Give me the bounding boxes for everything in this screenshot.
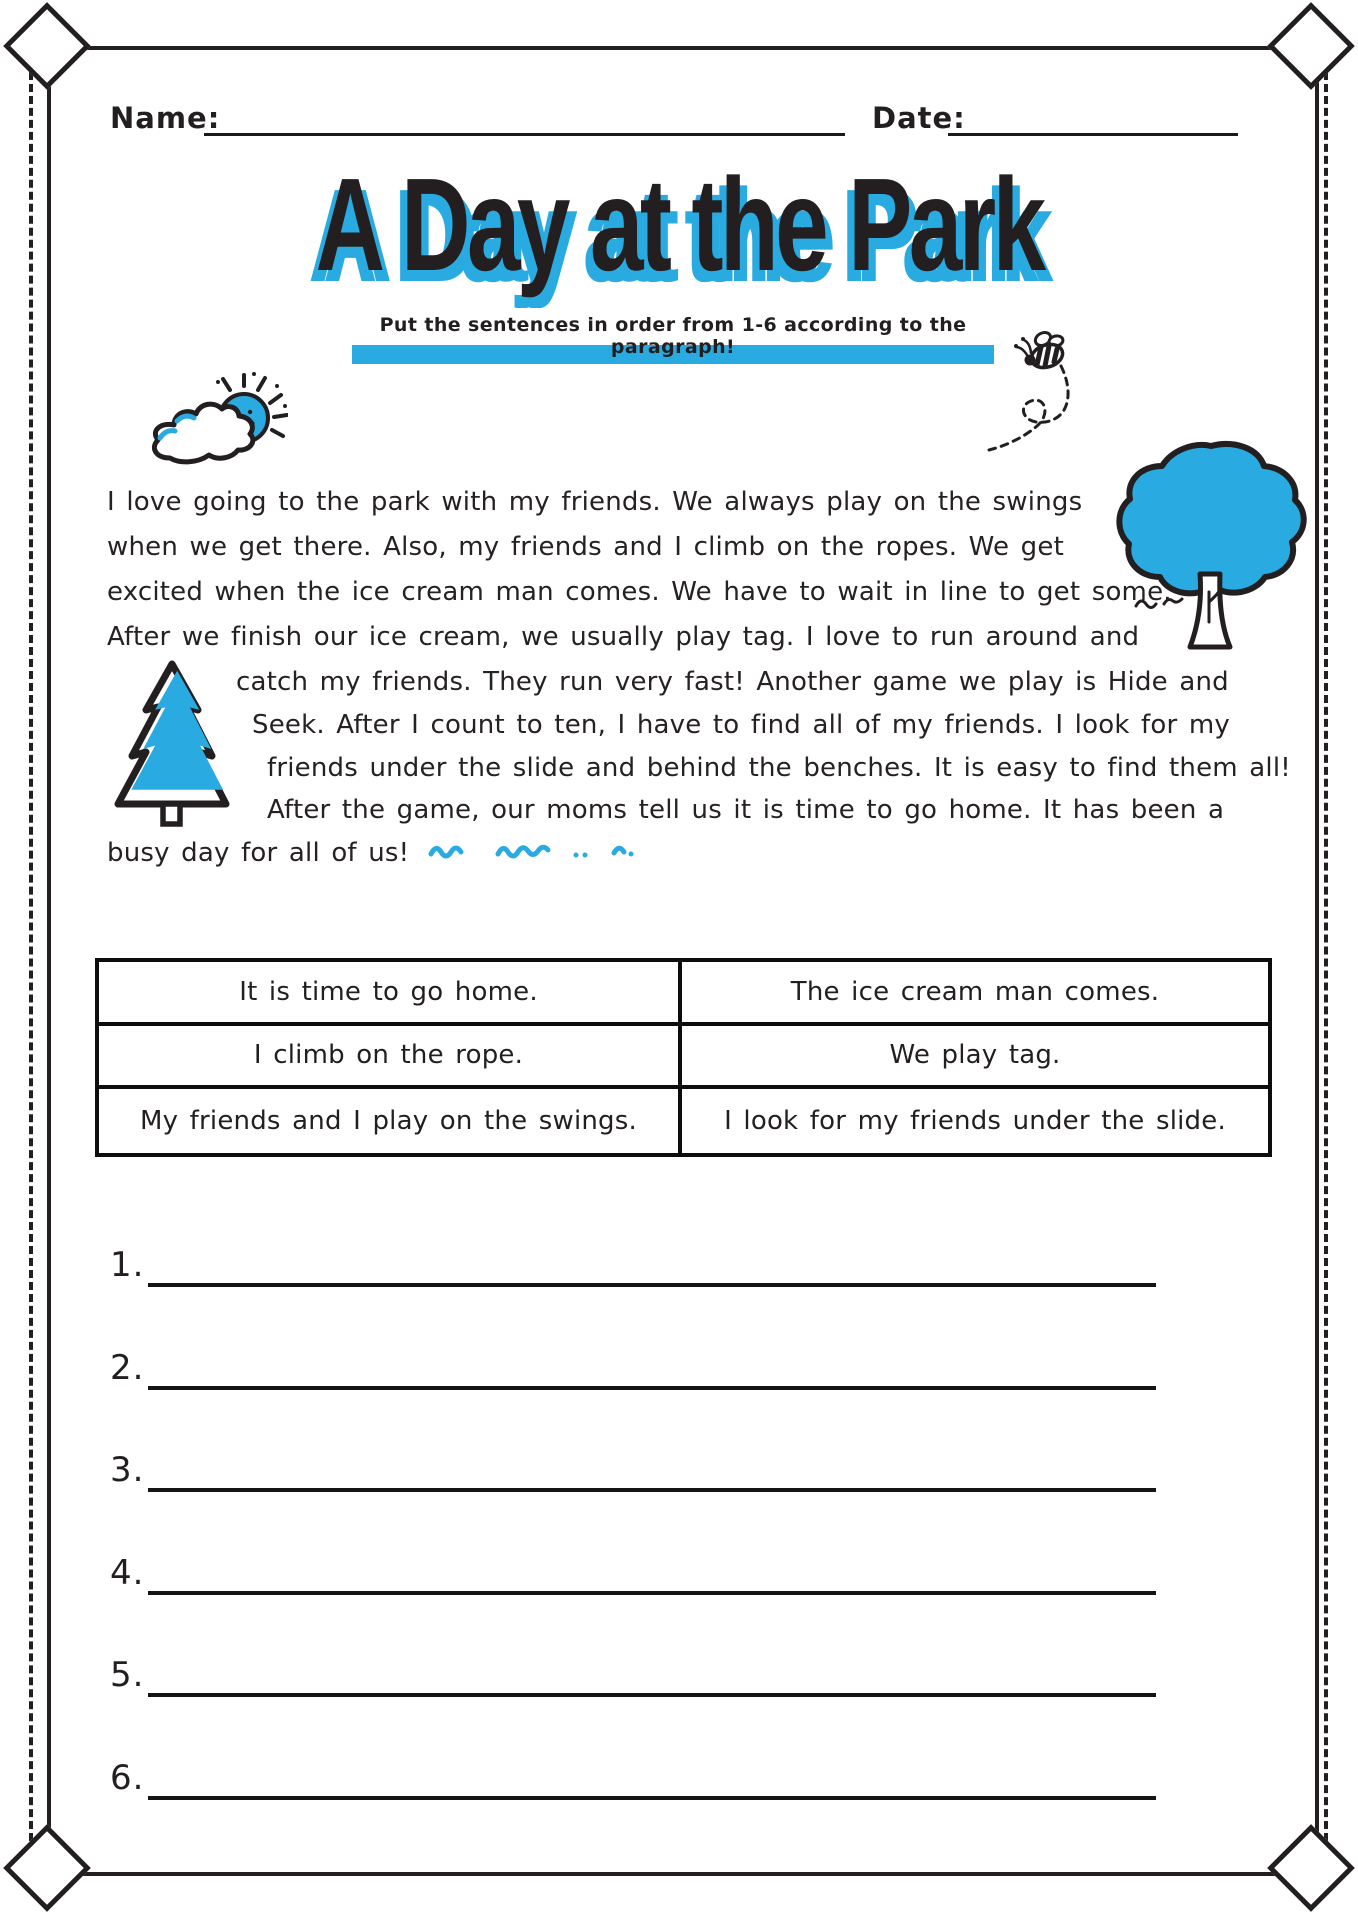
page-title: A Day at the Park <box>315 151 1043 298</box>
answer-row <box>110 1655 1156 1697</box>
bee-icon <box>975 326 1090 458</box>
answer-number: 1. <box>110 1245 145 1285</box>
story-line: when we get there. Also, my friends and I climb on the ropes. We get <box>107 532 1064 562</box>
instruction-banner <box>352 314 994 364</box>
name-blank-line[interactable] <box>204 133 845 136</box>
table-cell: My friends and I play on the swings. <box>99 1089 682 1153</box>
story-line: catch my friends. They run very fast! Another game we play is Hide and <box>236 667 1229 697</box>
answer-number: 6. <box>110 1758 145 1798</box>
name-label: Name: <box>110 101 221 135</box>
story-line: friends under the slide and behind the benches. It is easy to find them all! <box>267 753 1291 783</box>
answer-blank-line[interactable] <box>148 1796 1156 1800</box>
answer-blank-line[interactable] <box>148 1693 1156 1697</box>
answer-blank-line[interactable] <box>148 1591 1156 1595</box>
answer-row <box>110 1450 1156 1492</box>
dashed-border-left <box>29 60 33 1865</box>
answer-blank-line[interactable] <box>148 1283 1156 1287</box>
answer-row <box>110 1553 1156 1595</box>
answer-blank-line[interactable] <box>148 1386 1156 1390</box>
story-line: After the game, our moms tell us it is time to go home. It has been a <box>267 795 1225 825</box>
story-line: Seek. After I count to ten, I have to find all of my friends. I look for my <box>252 710 1230 740</box>
table-cell: I look for my friends under the slide. <box>724 1106 1226 1137</box>
sentence-table <box>95 958 1272 1157</box>
sun-cloud-icon <box>146 368 288 466</box>
table-cell: The ice cream man comes. <box>682 962 1268 1026</box>
answer-blank-line[interactable] <box>148 1488 1156 1492</box>
table-cell: We play tag. <box>682 1026 1268 1090</box>
answer-row <box>110 1758 1156 1800</box>
answer-number: 3. <box>110 1450 145 1490</box>
answer-number: 5. <box>110 1655 145 1695</box>
story-line: busy day for all of us! <box>107 838 410 868</box>
answer-row <box>110 1348 1156 1390</box>
date-label: Date: <box>872 101 966 135</box>
story-line: I love going to the park with my friends. We always play on the swings <box>107 487 1083 517</box>
tree-icon <box>1112 436 1310 658</box>
blue-squiggle-icon <box>428 840 643 862</box>
table-cell: I climb on the rope. <box>99 1026 682 1090</box>
instruction-text: Put the sentences in order from 1-6 according to the paragraph! <box>379 314 967 358</box>
date-blank-line[interactable] <box>948 133 1238 136</box>
story-line: After we finish our ice cream, we usually play tag. I love to run around and <box>107 622 1140 652</box>
answer-row <box>110 1245 1156 1287</box>
pine-tree-icon <box>100 656 245 828</box>
answer-number: 4. <box>110 1553 145 1593</box>
story-line: excited when the ice cream man comes. We have to wait in line to get some. <box>107 577 1172 607</box>
table-cell: It is time to go home. <box>99 962 682 1026</box>
dashed-border-right <box>1324 60 1328 1865</box>
answer-number: 2. <box>110 1348 145 1388</box>
